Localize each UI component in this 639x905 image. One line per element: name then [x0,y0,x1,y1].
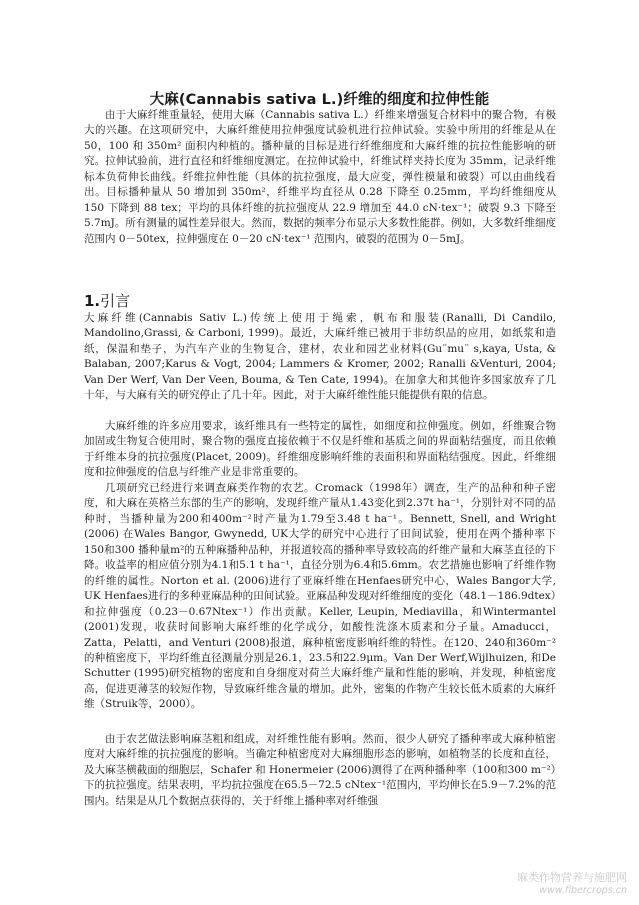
watermark-url: www.fibercrops.cn [539,885,627,896]
section-number: 1. [84,292,101,310]
page-title: 大麻(Cannabis sativa L.)纤维的细度和拉伸性能 [149,92,490,108]
body-paragraph-1: 大麻纤维(Cannabis Sativ L.)传统上使用于绳索，帆布和服装(Ranalli, Di Candilo, Mandolino,Grassi, & Carboni, 1999)。最近，大麻纤维已被用于非纺织品的应用，如纸浆和造纸，保温和垫子，为汽车产业的生物复合，建材，农业和园艺业材料(Gu¨mu¨ s,kaya, Usta, & Balaban, 2007;Karus & Vogt, 2004; Lammers & Kromer, 2002; Ranalli &Venturi, 2004; Van Der Werf, Van Der Veen, Bouma, & Ten Cate, 1994)。在加拿大和其他许多国家放弃了几十年，与大麻有关的研究停止了几十年。因此，对于大麻纤维性能只能提供有限的信息。 [84,312,556,402]
abstract-paragraph: 由于大麻纤维重量轻，使用大麻（Cannabis sativa L.）纤维来增强复合材料中的聚合物，有极大的兴趣。在这项研究中，大麻纤维使用拉伸强度试验机进行拉伸试验。实验中所用的纤维是从在 50，100 和 350m² 面积内种植的。播种量的目标是进行纤维细度和大麻纤维的抗拉性能影响的研究。拉伸试验前，进行直径和纤维细度测定。在拉伸试验中，纤维试样夹持长度为 35mm，记录纤维标本负荷伸长曲线。纤维拉伸性能（具体的抗拉强度，最大应变，弹性模量和破裂）可以由曲线看出。目标播种量从 50 增加到 350m²，纤维平均直径从 0.28 下降至 0.25mm，平均纤维细度从 150 下降到 88 tex；平均的具体纤维的抗拉强度从 22.9 增加至 44.0 cN·tex⁻¹；破裂 9.3 下降至 5.7mJ。所有测量的属性差异很大。然而，数据的频率分布显示大多数性能群。例如，大多数纤维细度范围内 0－50tex，拉伸强度在 0－20 cN·tex⁻¹ 范围内，破裂的范围为 0－5mJ。 [84,109,556,245]
body-paragraph-4: 由于农艺做法影响麻茎粗和组成，对纤维性能有影响。然而，很少人研究了播种率或大麻种植密度对大麻纤维的抗拉强度的影响。当确定种植密度对大麻细胞形态的影响，如植物茎的长度和直径，及大麻茎横截面的细胞层，Schafer 和 Honermeier (2006)测得了在两种播种率（100和300 m⁻²）下的抗拉强度。结果表明，平均抗拉强度在65.5－72.5 cNtex⁻¹范围内，平均伸长在5.9－7.2%的范围内。结果是从几个数据点获得的，关于纤维上播种率对纤维强 [84,733,556,807]
watermark-text: 麻类作物营养与施肥网 [517,871,627,884]
body-paragraph-3: 几项研究已经进行来调查麻类作物的农艺。Cromack（1998年）调查，生产的品种和种子密度，和大麻在英格兰东部的生产的影响，发现纤维产量从1.43变化到2.37t ha⁻¹，分别针对不同的品种时，当播种量为200和400m⁻²时产量为1.79至3.48 t ha⁻¹。Bennett, Snell, and Wright (2006) 在Wales Bangor, Gwynedd, UK大学的研究中心进行了田间试验，使用在两个播种率下150和300 播种量m²的五种麻播种品种，并报道较高的播种率导致较高的纤维产量和大麻茎直径的下降。收益率的相应值分别为4.1和5.1 t ha⁻¹，直径分别为6.4和5.6mm。农艺措施也影响了纤维作物的纤维的属性。Norton et al. (2006)进行了亚麻纤维在Henfaes研究中心，Wales Bangor大学, UK Henfaes进行的多种亚麻品种的田间试验。亚麻品种发现对纤维细度的变化（48.1－186.9dtex）和拉伸强度（0.23－0.67Ntex⁻¹）作出贡献。Keller, Leupin, Mediavilla，和Wintermantel (2001)发现，收获时间影响大麻纤维的化学成分，如酸性洗涤木质素和分子量。Amaducci，Zatta，Pelatti，and Venturi (2008)报道，麻种植密度影响纤维的特性。在120、240和360m⁻²的种植密度下，平均纤维直径测量分别是26.1，23.5和22.9μm。Van Der Werf,Wijlhuizen, 和De Schutter (1995)研究植物的密度和自身细度对荷兰大麻纤维产量和性能的影响，并发现，种植密度高，促进更薄茎的较短作物，导致麻纤维含量的增加。此外，密集的作物产生较长低木质素的大麻纤维（Struik等，2000）。 [84,482,556,711]
section-heading-text: 引言 [100,292,131,310]
body-paragraph-2: 大麻纤维的许多应用要求，该纤维具有一些特定的属性，如细度和拉伸强度。例如，纤维聚合物加固或生物复合使用时，聚合物的强度直接依赖于不仅是纤维和基质之间的界面粘结强度，而且依赖于纤维本身的抗拉强度(Placet, 2009)。纤维细度影响纤维的表面积和界面粘结强度。因此，纤维细度和拉伸强度的信息与纤维产业是非常重要的。 [84,420,556,479]
section-heading [84,290,130,311]
watermark [517,871,627,897]
